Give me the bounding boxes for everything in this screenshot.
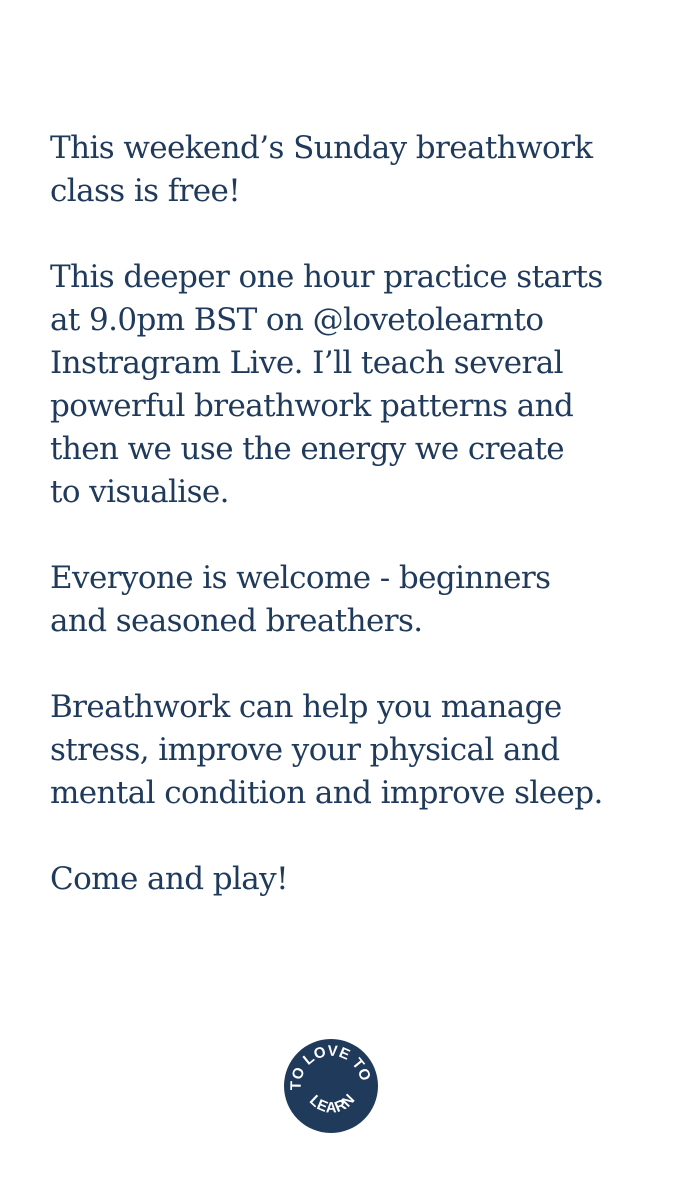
paragraph-gap — [50, 213, 660, 256]
text-line: then we use the energy we create — [50, 431, 565, 467]
love-to-learn-logo — [283, 1038, 379, 1134]
paragraph-gap — [50, 815, 660, 858]
text-line: This deeper one hour practice starts — [50, 259, 603, 295]
text-line: powerful breathwork patterns and — [50, 388, 574, 424]
paragraph-free-class — [50, 127, 660, 213]
text-line: at 9.0pm BST on @lovetolearnto — [50, 302, 544, 338]
logo-badge-icon — [283, 1038, 379, 1134]
text-line: and seasoned breathers. — [50, 603, 423, 639]
announcement-text — [50, 127, 660, 901]
text-line: Come and play! — [50, 861, 288, 897]
text-line: Instragram Live. I’ll teach several — [50, 345, 563, 381]
paragraph-benefits — [50, 686, 660, 815]
text-line: stress, improve your physical and — [50, 732, 560, 768]
paragraph-practice-details — [50, 256, 660, 514]
text-line: mental condition and improve sleep. — [50, 775, 603, 811]
logo-top-text: TO LOVE TO — [287, 1042, 374, 1091]
text-line: class is free! — [50, 173, 241, 209]
logo-bottom-text: LEARN — [305, 1090, 359, 1117]
text-line: Breathwork can help you manage — [50, 689, 562, 725]
text-line: Everyone is welcome - beginners — [50, 560, 551, 596]
text-line: This weekend’s Sunday breathwork — [50, 130, 593, 166]
paragraph-welcome — [50, 557, 660, 643]
paragraph-gap — [50, 643, 660, 686]
paragraph-gap — [50, 514, 660, 557]
text-line: to visualise. — [50, 474, 229, 510]
paragraph-call-to-action — [50, 858, 660, 901]
